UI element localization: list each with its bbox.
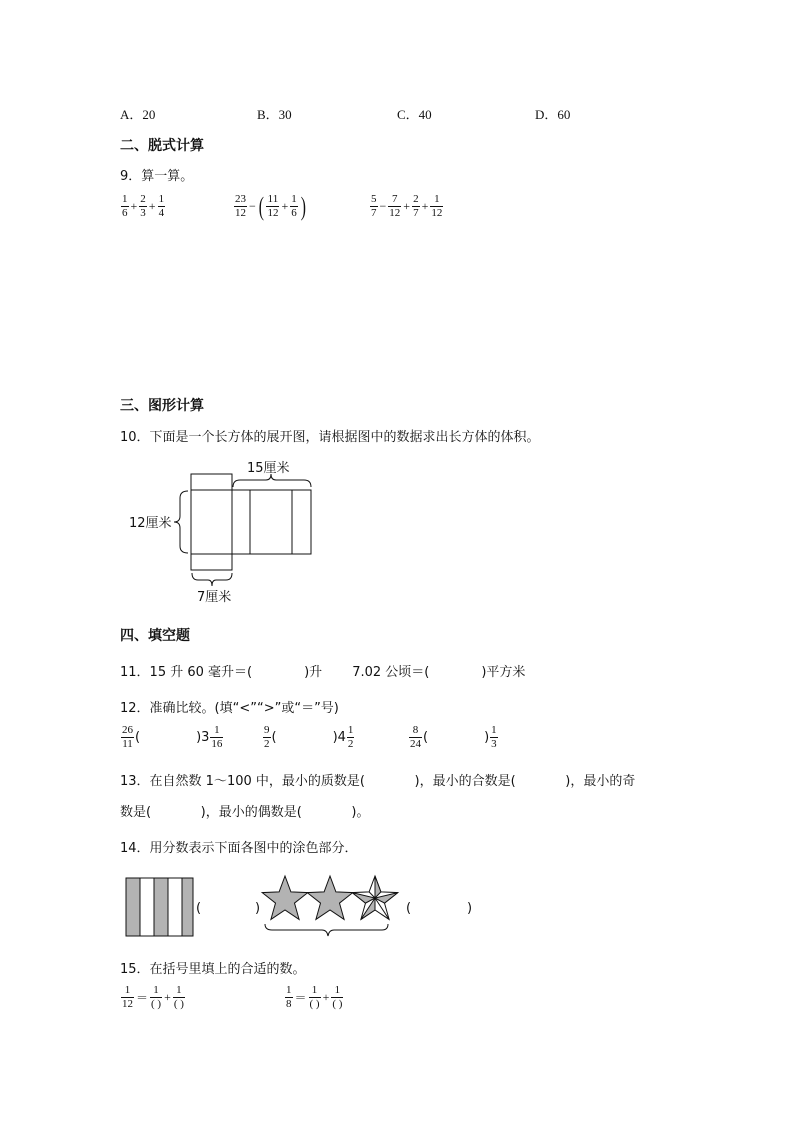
section-title-4: 四、填空题 bbox=[120, 628, 190, 644]
option-d: D．60 bbox=[535, 107, 571, 122]
equation-15-2: $\frac{1}{8}$ ＝ $\frac{1}{( )}$ + $\frac{1}{( )}$ bbox=[286, 984, 343, 1010]
option-c: C．40 bbox=[397, 107, 432, 122]
stripe-4 bbox=[168, 878, 182, 936]
section-title-2: 二、脱式计算 bbox=[120, 138, 204, 154]
net-side-face-2 bbox=[292, 490, 311, 554]
expression-9-3: $\frac{5}{7}$ − $\frac{7}{12}$ + $\frac{2}{7}$ + $\frac{1}{12}$ bbox=[371, 193, 443, 219]
fig2-paren-open: ( bbox=[406, 901, 412, 916]
star-1 bbox=[262, 876, 308, 919]
net-side-face-1 bbox=[232, 490, 250, 554]
cuboid-net-diagram bbox=[120, 450, 330, 610]
question-9-prompt: 9．算一算。 bbox=[120, 169, 194, 184]
expression-9-2: $\frac{23}{12}$ − ( $\frac{11}{12}$ + $\frac{1}{6}$ ) bbox=[235, 191, 306, 221]
stripe-3 bbox=[154, 878, 168, 936]
shaded-figures bbox=[120, 870, 490, 942]
question-10-prompt: 10．下面是一个长方体的展开图，请根据图中的数据求出长方体的体积。 bbox=[120, 430, 540, 445]
question-12-prompt: 12．准确比较。(填“<”“>”或“＝”号) bbox=[120, 701, 339, 716]
fig1-paren-open: ( bbox=[196, 901, 202, 916]
star-2 bbox=[307, 876, 353, 919]
label-left: 12厘米 bbox=[129, 516, 172, 531]
label-bottom: 7厘米 bbox=[197, 590, 232, 605]
section-title-3: 三、图形计算 bbox=[120, 398, 204, 414]
net-bottom-face bbox=[191, 554, 232, 570]
label-top: 15厘米 bbox=[247, 461, 290, 476]
net-back-face bbox=[250, 490, 292, 554]
compare-2: $\frac{9}{2}$ ( )4 $\frac{1}{2}$ bbox=[264, 724, 354, 750]
stripe-2 bbox=[140, 878, 154, 936]
brace-bottom bbox=[192, 573, 232, 586]
expression-9-1: $\frac{1}{6}$ + $\frac{2}{3}$ + $\frac{1}{4}$ bbox=[122, 193, 165, 219]
stripe-5 bbox=[182, 878, 193, 936]
fig2-paren-close: ) bbox=[467, 901, 473, 916]
question-11: 11．15 升 60 毫升＝( )升 7.02 公顷＝( )平方米 bbox=[120, 665, 526, 680]
option-b: B．30 bbox=[257, 107, 292, 122]
question-13-line-1: 13．在自然数 1～100 中，最小的质数是( )，最小的合数是( )，最小的奇 bbox=[120, 774, 636, 789]
stripe-1 bbox=[126, 878, 140, 936]
option-a: A．20 bbox=[120, 107, 156, 122]
compare-1: $\frac{26}{11}$ ( )3 $\frac{1}{16}$ bbox=[122, 724, 223, 750]
net-top-face bbox=[191, 474, 232, 490]
fig1-paren-close: ) bbox=[255, 901, 261, 916]
question-13-line-2: 数是( )，最小的偶数是( )。 bbox=[120, 805, 370, 820]
equation-15-1: $\frac{1}{12}$ ＝ $\frac{1}{( )}$ + $\frac{1}{( )}$ bbox=[122, 984, 184, 1010]
question-14-prompt: 14．用分数表示下面各图中的涂色部分． bbox=[120, 841, 358, 856]
compare-3: $\frac{8}{24}$ ( ) $\frac{1}{3}$ bbox=[410, 724, 497, 750]
net-front-face bbox=[191, 490, 232, 554]
brace-stars bbox=[265, 924, 388, 936]
brace-left bbox=[174, 491, 188, 553]
question-15-prompt: 15．在括号里填上的合适的数。 bbox=[120, 962, 306, 977]
